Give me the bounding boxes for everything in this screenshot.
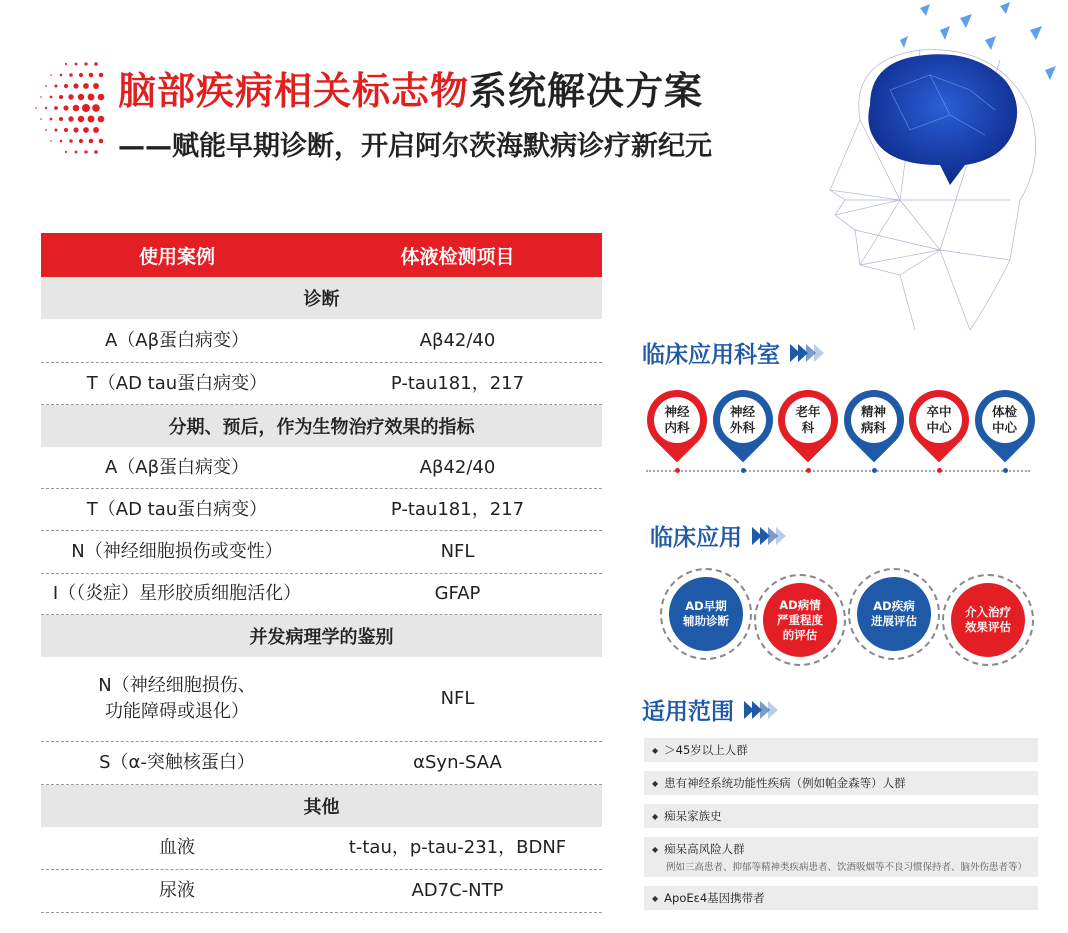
application-label: AD病情 严重程度 的评估	[763, 583, 837, 657]
department-label: 体检 中心	[982, 397, 1028, 443]
logo-dot	[60, 74, 63, 77]
row-test-item: αSyn-SAA	[413, 752, 502, 773]
logo-dot	[59, 95, 63, 99]
logo-dot	[45, 85, 47, 87]
scope-item	[644, 771, 1038, 795]
logo-dot	[59, 117, 63, 121]
logo-dot	[68, 94, 73, 99]
application-circle	[754, 574, 846, 666]
department-pins	[640, 390, 1030, 480]
table-row	[41, 742, 602, 785]
logo-dot	[73, 105, 80, 112]
table-row	[41, 827, 602, 870]
row-use-case: N（神经细胞损伤或变性）	[71, 541, 283, 562]
pin-dot	[741, 468, 746, 473]
brain-illustration	[800, 0, 1068, 340]
row-test-item: P-tau181，217	[390, 498, 525, 520]
applications-heading: 临床应用	[650, 519, 784, 552]
logo-dot	[69, 139, 72, 142]
logo-dot	[89, 73, 94, 78]
scope-item-text: ◆ 痴呆家族史	[652, 808, 1030, 824]
logo-dot	[60, 140, 63, 143]
scope-item-note: 例如三高患者、抑郁等精神类疾病患者、饮酒吸烟等不良习惯保持者、脑外伤患者等）	[666, 862, 1028, 873]
table-header	[41, 233, 602, 277]
logo-dot	[83, 127, 89, 133]
logo-dot	[93, 83, 99, 89]
row-test-item: Aβ42/40	[419, 329, 496, 351]
table-row	[41, 319, 602, 363]
department-pin	[710, 390, 776, 470]
logo-dot	[64, 128, 68, 132]
table-section-title: 分期、预后，作为生物治疗效果的指标	[41, 405, 602, 447]
header-use-case: 使用案例	[138, 245, 215, 268]
scope-item	[644, 886, 1038, 910]
logo-dot	[93, 127, 99, 133]
logo-dot	[94, 62, 98, 66]
logo-dot	[54, 128, 57, 131]
logo-dot	[54, 84, 57, 87]
scope-item-text: ◆ 患有神经系统功能性疾病（例如帕金森等）人群	[652, 775, 1030, 791]
scope-item-text: ◆ ApoEε4基因携带者	[652, 890, 1030, 906]
row-use-case: S（α-突触核蛋白）	[99, 752, 255, 773]
logo-dot	[54, 106, 58, 110]
logo-dot	[50, 96, 53, 99]
logo-dot	[79, 73, 83, 77]
table-row	[41, 363, 602, 405]
table-row	[41, 657, 602, 742]
row-test-item: t-tau，p-tau-231，BDNF	[348, 837, 567, 858]
logo-dot	[40, 96, 42, 98]
logo-dot	[50, 74, 52, 76]
logo-dot	[73, 127, 78, 132]
chevron-right-icon	[752, 527, 784, 545]
row-test-item: GFAP	[434, 583, 481, 604]
logo-dot	[45, 107, 47, 109]
logo-dot	[82, 104, 90, 112]
table-section-title: 并发病理学的鉴别	[41, 615, 602, 657]
department-pin	[644, 390, 710, 470]
chevron-right-icon	[744, 701, 776, 719]
logo-dot	[65, 151, 67, 153]
department-pin	[775, 390, 841, 470]
row-test-item: NFL	[440, 541, 475, 562]
logo-dot	[89, 139, 94, 144]
row-use-case: T（AD tau蛋白病变）	[86, 498, 268, 520]
table-row	[41, 870, 602, 913]
department-label: 精神 病科	[851, 397, 897, 443]
logo-dot	[92, 104, 100, 112]
chevron-right-icon	[790, 344, 822, 362]
logo-dot	[79, 139, 83, 143]
logo-dot	[98, 116, 105, 123]
table-section-title: 诊断	[41, 277, 602, 319]
table-row	[41, 531, 602, 574]
application-label: AD疾病 进展评估	[857, 577, 931, 651]
biomarker-table	[41, 233, 602, 913]
logo-dot	[40, 118, 42, 120]
logo-dot	[63, 105, 68, 110]
page-title: 脑部疾病相关标志物系统解决方案	[118, 69, 704, 113]
logo-dot	[83, 83, 89, 89]
pin-dot	[937, 468, 942, 473]
scope-item-text: ◆ ＞45岁以上人群	[652, 742, 1030, 758]
table-section-title: 其他	[41, 785, 602, 827]
row-use-case: 尿液	[159, 880, 195, 901]
logo-dot	[50, 118, 53, 121]
application-label: 介入治疗 效果评估	[951, 583, 1025, 657]
scope-item	[644, 837, 1038, 877]
scope-item-text: ◆ 痴呆高风险人群	[652, 841, 1030, 857]
scope-heading: 适用范围	[642, 693, 776, 726]
logo-dot	[88, 94, 95, 101]
application-circle	[660, 568, 752, 660]
logo-dot	[78, 94, 84, 100]
red-dot-logo	[28, 58, 108, 168]
department-label: 神经 内科	[654, 397, 700, 443]
department-pin	[972, 390, 1038, 470]
logo-dot	[64, 84, 68, 88]
department-label: 老年 科	[785, 397, 831, 443]
logo-dot	[45, 129, 47, 131]
logo-dot	[94, 150, 98, 154]
logo-dot	[50, 140, 52, 142]
scope-item	[644, 804, 1038, 828]
department-pin	[841, 390, 907, 470]
scope-item	[644, 738, 1038, 762]
application-label: AD早期 辅助诊断	[669, 577, 743, 651]
row-use-case: T（AD tau蛋白病变）	[86, 372, 268, 394]
application-circles	[658, 568, 1038, 663]
department-label: 卒中 中心	[916, 397, 962, 443]
application-circle	[848, 568, 940, 660]
application-circle	[942, 574, 1034, 666]
logo-dot	[75, 151, 78, 154]
logo-dot	[84, 150, 87, 153]
department-pin	[906, 390, 972, 470]
logo-dot	[99, 139, 104, 144]
row-use-case: 血液	[159, 837, 195, 858]
pin-dot	[872, 468, 877, 473]
pin-dot	[675, 468, 680, 473]
row-test-item: P-tau181，217	[390, 372, 525, 394]
logo-dot	[99, 73, 104, 78]
table-row	[41, 574, 602, 615]
logo-dot	[84, 62, 87, 65]
pin-dot	[806, 468, 811, 473]
departments-heading: 临床应用科室	[642, 336, 822, 369]
logo-dot	[65, 63, 67, 65]
logo-dot	[88, 116, 95, 123]
header-test-item: 体液检测项目	[400, 245, 515, 268]
logo-dot	[78, 116, 84, 122]
row-use-case: I（（炎症）星形胶质细胞活化）	[52, 583, 302, 604]
logo-dot	[98, 94, 105, 101]
logo-dot	[35, 107, 37, 109]
logo-dot	[73, 83, 78, 88]
logo-dot	[69, 73, 72, 76]
row-use-case: A（Aβ蛋白病变）	[104, 329, 250, 351]
row-use-case: N（神经细胞损伤、 功能障碍或退化）	[98, 675, 256, 722]
scope-list	[644, 738, 1038, 919]
row-test-item: NFL	[440, 688, 475, 709]
department-label: 神经 外科	[720, 397, 766, 443]
page-subtitle: ——赋能早期诊断，开启阿尔茨海默病诊疗新纪元	[118, 131, 712, 162]
table-row	[41, 489, 602, 531]
row-use-case: A（Aβ蛋白病变）	[104, 456, 250, 478]
logo-dot	[68, 116, 73, 121]
pin-dot	[1003, 468, 1008, 473]
table-row	[41, 447, 602, 489]
logo-dot	[75, 63, 78, 66]
row-test-item: Aβ42/40	[419, 456, 496, 478]
row-test-item: AD7C-NTP	[411, 880, 504, 901]
